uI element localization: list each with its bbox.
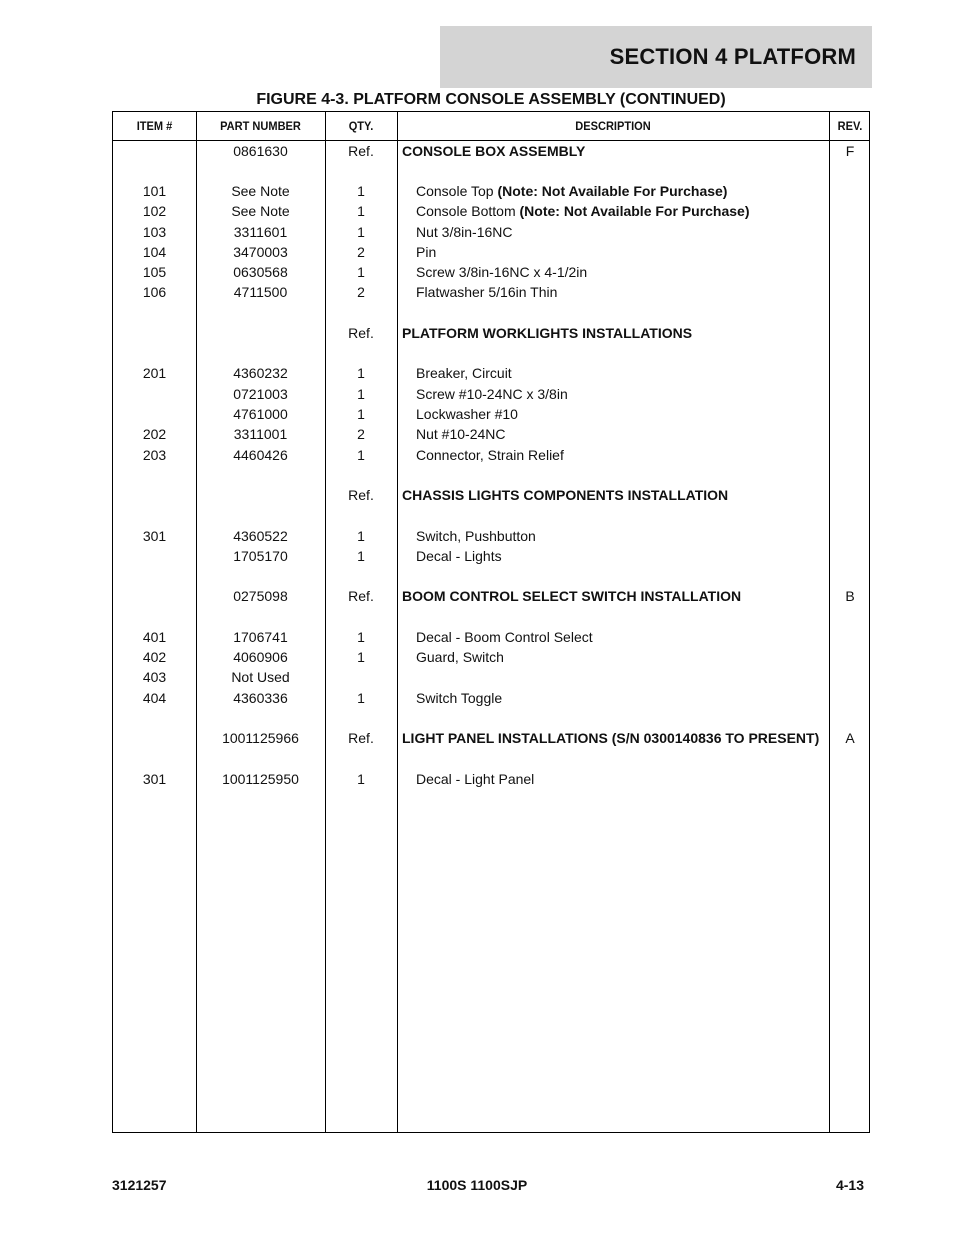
description — [416, 282, 848, 302]
quantity: 2 — [357, 426, 365, 442]
quantity: Ref. — [348, 143, 374, 159]
revision — [829, 627, 871, 647]
item-number: 403 — [142, 669, 167, 685]
description-text: Lockwasher #10 — [416, 406, 518, 422]
description — [416, 667, 848, 687]
table-row — [113, 222, 869, 242]
table-row — [113, 404, 869, 424]
part-number: Not Used — [231, 669, 290, 685]
item-number — [113, 384, 196, 404]
description — [416, 526, 848, 546]
header-part-number: PART NUMBER — [220, 119, 301, 133]
description-note: (Note: Not Available For Purchase) — [519, 203, 750, 219]
item-number: 203 — [142, 447, 167, 463]
quantity: Ref. — [348, 588, 374, 604]
revision — [829, 688, 871, 708]
description — [416, 262, 848, 282]
description-text: Console Top — [416, 183, 498, 199]
quantity: 1 — [357, 771, 365, 787]
description — [416, 627, 848, 647]
quantity: 1 — [357, 386, 365, 402]
revision — [829, 282, 871, 302]
revision — [829, 363, 871, 383]
item-number: 103 — [142, 224, 167, 240]
part-number: 0630568 — [233, 264, 288, 280]
revision — [829, 404, 871, 424]
header-rev: REV. — [837, 119, 863, 133]
description — [416, 445, 848, 465]
item-number: 102 — [142, 203, 167, 219]
part-number: 4360522 — [233, 528, 288, 544]
quantity: 1 — [357, 183, 365, 199]
table-row — [113, 363, 869, 383]
revision — [829, 769, 871, 789]
table-row — [113, 424, 869, 444]
description — [416, 222, 848, 242]
description — [402, 586, 834, 606]
description-text: Decal - Lights — [416, 548, 502, 564]
item-number: 301 — [142, 528, 167, 544]
item-number: 105 — [142, 264, 167, 280]
description — [416, 181, 848, 201]
item-number — [113, 404, 196, 424]
table-row — [113, 282, 869, 302]
section-title: SECTION 4 PLATFORM — [609, 44, 856, 69]
description — [416, 688, 848, 708]
description-text: LIGHT PANEL INSTALLATIONS (S/N 0300140836 TO PRESENT) — [402, 730, 820, 746]
part-number: 4360232 — [233, 365, 288, 381]
description-note: (Note: Not Available For Purchase) — [497, 183, 728, 199]
description — [416, 424, 848, 444]
description — [402, 728, 834, 748]
part-number: 0861630 — [233, 143, 288, 159]
description-text: CONSOLE BOX ASSEMBLY — [402, 143, 586, 159]
table-row — [113, 667, 869, 687]
description-text: Flatwasher 5/16in Thin — [416, 284, 558, 300]
part-number: See Note — [231, 183, 290, 199]
description-text: Pin — [416, 244, 437, 260]
assembly-row — [113, 485, 869, 505]
quantity: 1 — [357, 690, 365, 706]
revision — [829, 242, 871, 262]
part-number: 0721003 — [233, 386, 288, 402]
parts-table — [112, 111, 870, 1133]
part-number: 1706741 — [233, 629, 288, 645]
description-text: PLATFORM WORKLIGHTS INSTALLATIONS — [402, 325, 693, 341]
item-number — [113, 586, 196, 606]
item-number: 201 — [142, 365, 167, 381]
item-number: 401 — [142, 629, 167, 645]
item-number: 404 — [142, 690, 167, 706]
description-text: CHASSIS LIGHTS COMPONENTS INSTALLATION — [402, 487, 729, 503]
description-text: Connector, Strain Relief — [416, 447, 564, 463]
quantity: Ref. — [348, 487, 374, 503]
revision: F — [845, 143, 855, 159]
revision — [829, 181, 871, 201]
assembly-row — [113, 323, 869, 343]
description-text: Breaker, Circuit — [416, 365, 512, 381]
table-row — [113, 627, 869, 647]
part-number: 1001125950 — [222, 771, 299, 787]
page-number: 4-13 — [835, 1177, 864, 1193]
quantity: Ref. — [348, 325, 374, 341]
description — [416, 242, 848, 262]
description-text: Screw #10-24NC x 3/8in — [416, 386, 568, 402]
description-text: Guard, Switch — [416, 649, 504, 665]
description-text: Switch Toggle — [416, 690, 503, 706]
assembly-row — [113, 141, 869, 161]
description — [402, 323, 834, 343]
description — [416, 201, 848, 221]
model-name: 1100S 1100SJP — [426, 1177, 528, 1193]
quantity: 2 — [357, 284, 365, 300]
description — [416, 647, 848, 667]
item-number: 104 — [142, 244, 167, 260]
item-number: 101 — [142, 183, 167, 199]
item-number — [113, 485, 196, 505]
revision — [829, 546, 871, 566]
description — [416, 769, 848, 789]
quantity: 1 — [357, 264, 365, 280]
table-row — [113, 445, 869, 465]
header-qty: QTY. — [348, 119, 374, 133]
revision — [829, 323, 871, 343]
quantity: 1 — [357, 447, 365, 463]
part-number — [196, 485, 325, 505]
table-row — [113, 242, 869, 262]
figure-title: FIGURE 4-3. PLATFORM CONSOLE ASSEMBLY (CONTINUED) — [256, 91, 726, 108]
quantity: 1 — [357, 203, 365, 219]
part-number: 1001125966 — [222, 730, 299, 746]
part-number: 3311601 — [233, 224, 288, 240]
doc-number: 3121257 — [112, 1177, 167, 1193]
item-number: 301 — [142, 771, 167, 787]
quantity: 1 — [357, 224, 365, 240]
part-number: 4060906 — [233, 649, 288, 665]
description — [416, 363, 848, 383]
part-number: 1705170 — [233, 548, 288, 564]
description — [416, 546, 848, 566]
table-row — [113, 546, 869, 566]
description-text: Decal - Light Panel — [416, 771, 535, 787]
quantity: 1 — [357, 629, 365, 645]
quantity: 2 — [357, 244, 365, 260]
part-number — [196, 323, 325, 343]
description-text: Decal - Boom Control Select — [416, 629, 593, 645]
table-row — [113, 526, 869, 546]
quantity: 1 — [357, 528, 365, 544]
part-number: 4460426 — [233, 447, 288, 463]
quantity: 1 — [357, 406, 365, 422]
description — [416, 384, 848, 404]
table-header — [113, 112, 869, 141]
revision — [829, 445, 871, 465]
part-number: 3470003 — [233, 244, 288, 260]
description — [402, 485, 834, 505]
revision — [829, 262, 871, 282]
table-row — [113, 181, 869, 201]
assembly-row — [113, 586, 869, 606]
item-number — [113, 728, 196, 748]
description — [402, 141, 834, 161]
description-text: BOOM CONTROL SELECT SWITCH INSTALLATION — [402, 588, 742, 604]
item-number: 106 — [142, 284, 167, 300]
revision — [829, 485, 871, 505]
table-row — [113, 384, 869, 404]
table-row — [113, 647, 869, 667]
part-number: 4711500 — [233, 284, 288, 300]
description-text: Console Bottom — [416, 203, 520, 219]
header-description: DESCRIPTION — [575, 119, 651, 133]
part-number: 4761000 — [233, 406, 288, 422]
item-number: 202 — [142, 426, 167, 442]
revision: A — [845, 730, 855, 746]
item-number: 402 — [142, 649, 167, 665]
item-number — [113, 323, 196, 343]
revision — [829, 667, 871, 687]
table-row — [113, 688, 869, 708]
quantity: Ref. — [348, 730, 374, 746]
table-row — [113, 769, 869, 789]
description-text: Nut #10-24NC — [416, 426, 506, 442]
part-number: 0275098 — [233, 588, 288, 604]
quantity: 1 — [357, 365, 365, 381]
part-number: 3311001 — [233, 426, 288, 442]
revision — [829, 222, 871, 242]
part-number: See Note — [231, 203, 290, 219]
table-row — [113, 262, 869, 282]
revision — [829, 526, 871, 546]
section-banner — [440, 26, 872, 88]
assembly-row — [113, 728, 869, 748]
revision — [829, 201, 871, 221]
part-number: 4360336 — [233, 690, 288, 706]
header-item: ITEM # — [136, 119, 173, 133]
revision — [829, 647, 871, 667]
item-number — [113, 546, 196, 566]
description-text: Nut 3/8in-16NC — [416, 224, 513, 240]
description-text: Screw 3/8in-16NC x 4-1/2in — [416, 264, 588, 280]
quantity: 1 — [357, 649, 365, 665]
item-number — [113, 141, 196, 161]
revision — [829, 424, 871, 444]
table-row — [113, 201, 869, 221]
quantity: 1 — [357, 548, 365, 564]
description — [416, 404, 848, 424]
revision — [829, 384, 871, 404]
revision: B — [845, 588, 855, 604]
quantity — [325, 667, 397, 687]
description-text: Switch, Pushbutton — [416, 528, 536, 544]
